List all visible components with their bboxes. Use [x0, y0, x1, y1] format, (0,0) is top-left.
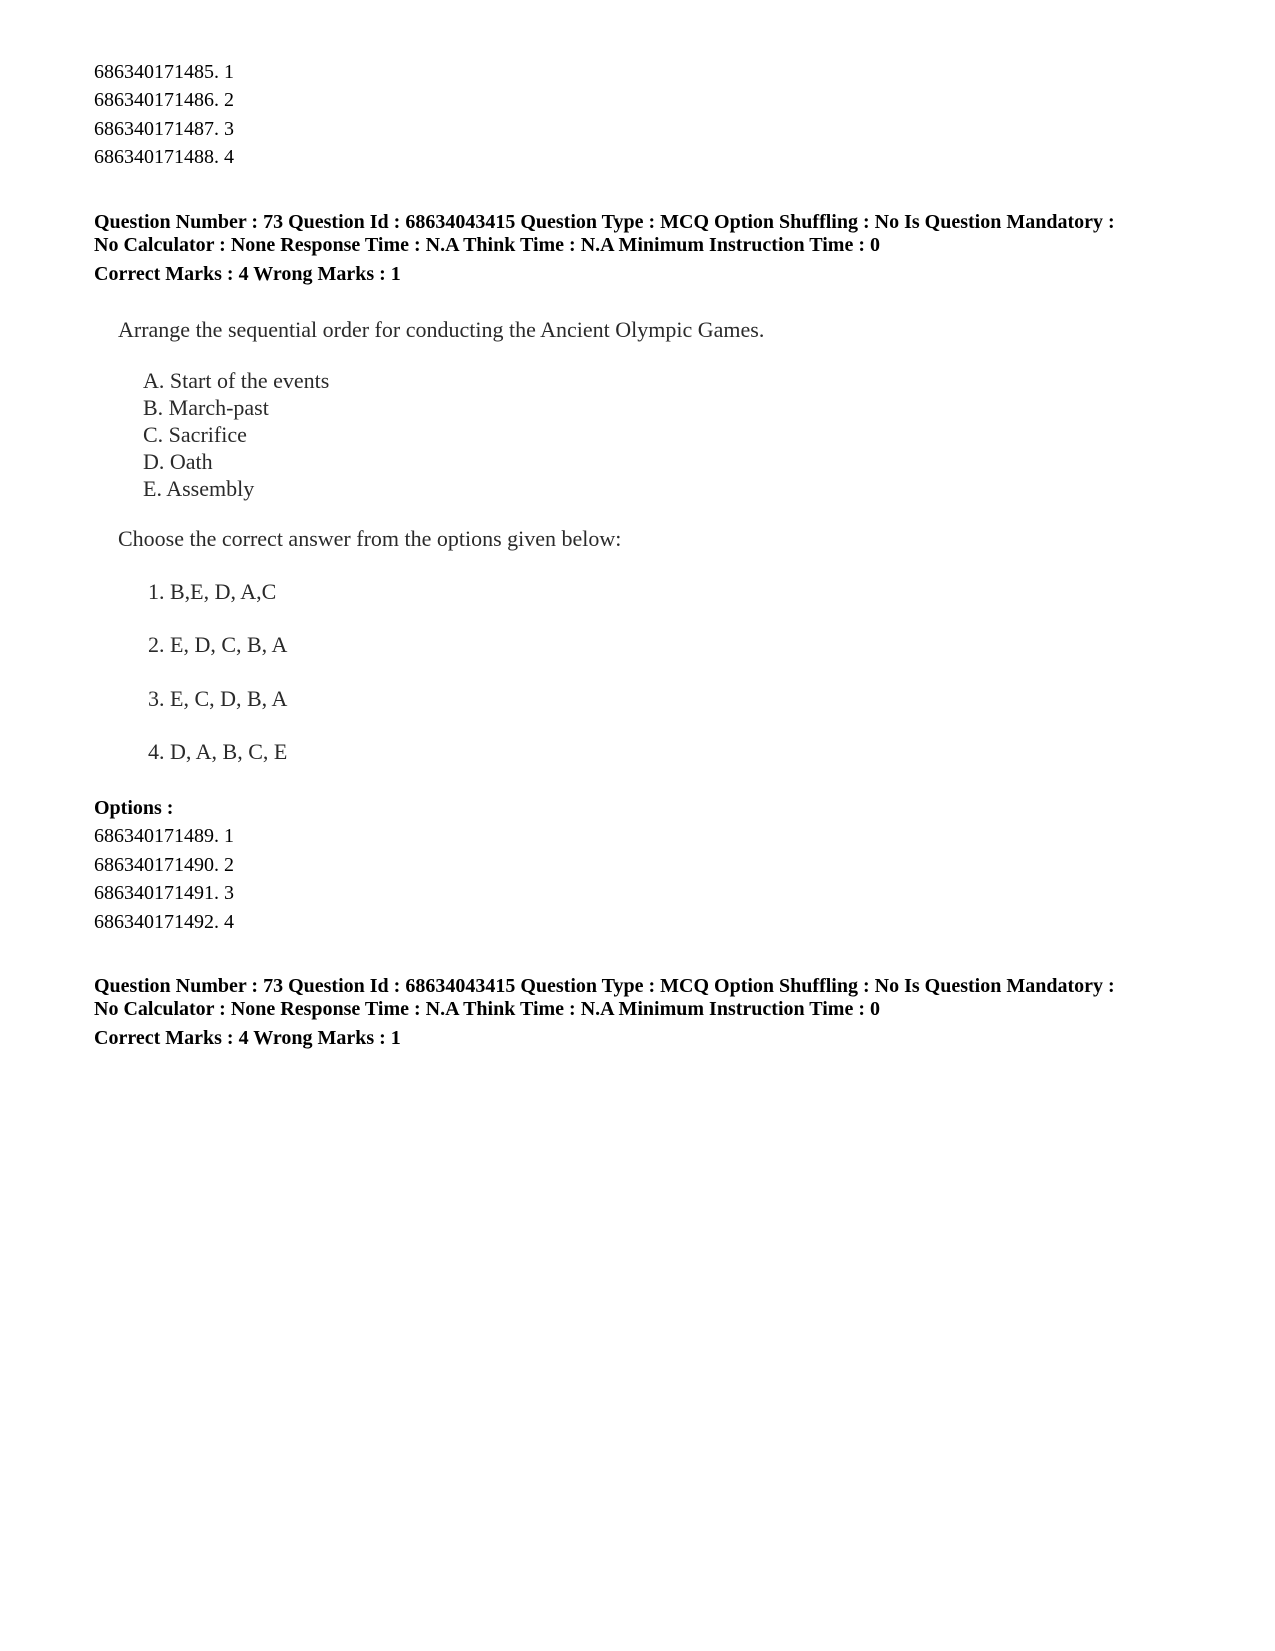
answer-choice-4: 4. D, A, B, C, E — [148, 739, 288, 764]
answer-choice-2: 2. E, D, C, B, A — [148, 632, 288, 657]
question-marks: Correct Marks : 4 Wrong Marks : 1 — [94, 263, 401, 285]
prev-option-4: 686340171488. 4 — [94, 146, 234, 168]
prev-option-1: 686340171485. 1 — [94, 61, 234, 83]
question-item-c: C. Sacrifice — [143, 422, 247, 447]
answer-choice-3: 3. E, C, D, B, A — [148, 686, 288, 711]
option-4: 686340171492. 4 — [94, 911, 234, 933]
question-item-d: D. Oath — [143, 449, 213, 474]
prev-option-3: 686340171487. 3 — [94, 118, 234, 140]
question-item-b: B. March-past — [143, 395, 269, 420]
option-3: 686340171491. 3 — [94, 882, 234, 904]
question-prompt: Arrange the sequential order for conducting the Ancient Olympic Games. — [118, 317, 765, 342]
options-label: Options : — [94, 797, 174, 819]
question-item-e: E. Assembly — [143, 476, 255, 501]
prev-option-2: 686340171486. 2 — [94, 89, 234, 111]
option-2: 686340171490. 2 — [94, 854, 234, 876]
choose-text: Choose the correct answer from the options given below: — [118, 526, 622, 551]
answer-choice-1: 1. B,E, D, A,C — [148, 579, 277, 604]
option-1: 686340171489. 1 — [94, 825, 234, 847]
question2-header-line1: Question Number : 73 Question Id : 68634043415 Question Type : MCQ Option Shuffling : No Is Question Mandatory : — [94, 975, 1115, 997]
question-header-line2: No Calculator : None Response Time : N.A Think Time : N.A Minimum Instruction Time : 0 — [94, 234, 880, 256]
question2-header-line2: No Calculator : None Response Time : N.A Think Time : N.A Minimum Instruction Time : 0 — [94, 998, 880, 1020]
question2-marks: Correct Marks : 4 Wrong Marks : 1 — [94, 1027, 401, 1049]
question-item-a: A. Start of the events — [143, 368, 330, 393]
question-header-line1: Question Number : 73 Question Id : 68634043415 Question Type : MCQ Option Shuffling : No Is Question Mandatory : — [94, 211, 1115, 233]
